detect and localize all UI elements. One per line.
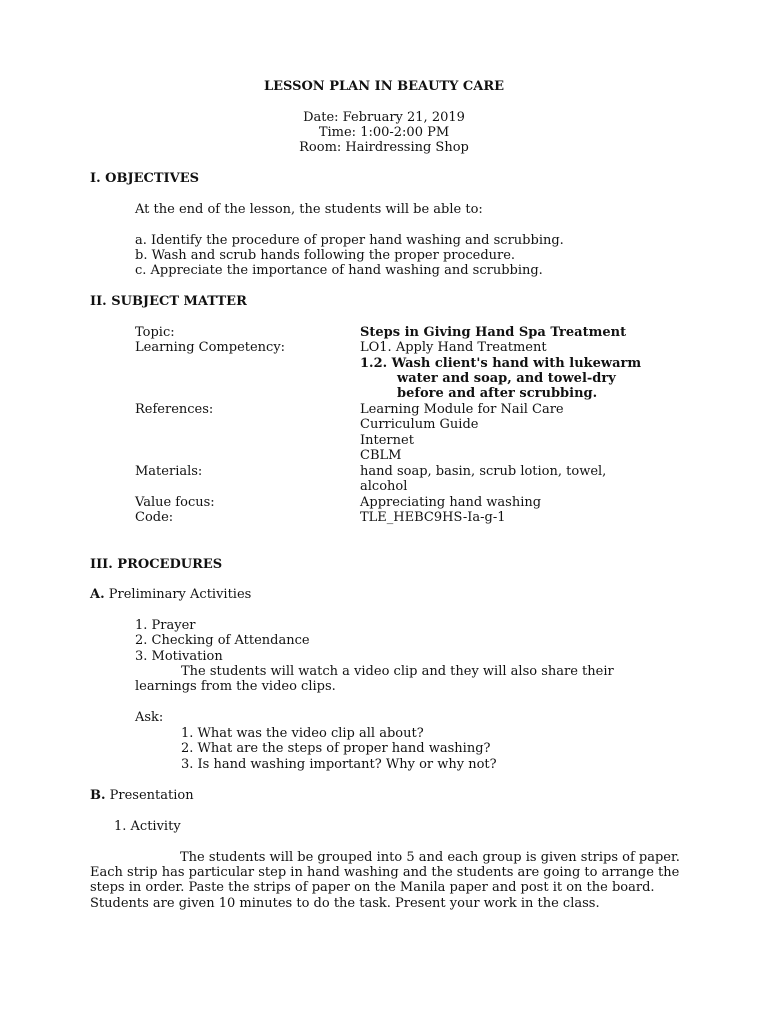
procedures-heading: III. PROCEDURES xyxy=(90,557,223,572)
objective-item: a. Identify the procedure of proper hand washing and scrubbing. xyxy=(135,233,564,248)
code-value: TLE_HEBC9HS-Ia-g-1 xyxy=(360,510,506,525)
objective-item: b. Wash and scrub hands following the proper procedure. xyxy=(135,248,516,263)
activity-text: The students will be grouped into 5 and each group is given strips of paper. Each strip has particular step in hand washing and the students are going to arrange the steps in order. Paste the strips of paper on the Manila paper and post it on the board. Students are given 10 minutes to do the task. Present your work in the class. xyxy=(90,850,680,911)
document-title: LESSON PLAN IN BEAUTY CARE xyxy=(263,79,505,94)
activity-label: 1. Activity xyxy=(114,819,181,834)
section-a-heading xyxy=(90,587,251,603)
value-focus-value: Appreciating hand washing xyxy=(360,495,542,510)
competency-sub-line: 1.2. Wash client's hand with lukewarm xyxy=(360,356,642,371)
lesson-time: Time: 1:00-2:00 PM xyxy=(318,125,450,140)
section-a-letter: A. xyxy=(90,587,105,602)
objectives-intro: At the end of the lesson, the students will be able to: xyxy=(135,202,483,217)
reference-item: CBLM xyxy=(360,448,402,463)
preliminary-item: 1. Prayer xyxy=(135,618,196,633)
topic-label: Topic: xyxy=(135,325,175,340)
materials-line: alcohol xyxy=(360,479,408,494)
reference-item: Curriculum Guide xyxy=(360,417,479,432)
ask-question: 3. Is hand washing important? Why or why not? xyxy=(181,757,497,772)
competency-sub-line: before and after scrubbing. xyxy=(397,386,598,401)
objectives-heading: I. OBJECTIVES xyxy=(90,171,199,186)
competency-value: LO1. Apply Hand Treatment xyxy=(360,340,547,355)
section-b-heading xyxy=(90,788,194,804)
objective-item: c. Appreciate the importance of hand washing and scrubbing. xyxy=(135,263,543,278)
topic-value: Steps in Giving Hand Spa Treatment xyxy=(360,325,627,340)
materials-label: Materials: xyxy=(135,464,203,479)
section-a-title: Preliminary Activities xyxy=(108,587,252,602)
section-b-title: Presentation xyxy=(109,788,194,803)
ask-question: 2. What are the steps of proper hand washing? xyxy=(181,741,491,756)
reference-item: Learning Module for Nail Care xyxy=(360,402,564,417)
competency-sub-line: water and soap, and towel-dry xyxy=(397,371,616,386)
motivation-text-line: The students will watch a video clip and they will also share their xyxy=(181,664,614,679)
references-label: References: xyxy=(135,402,214,417)
ask-question: 1. What was the video clip all about? xyxy=(181,726,424,741)
activity-paragraph xyxy=(90,850,700,911)
reference-item: Internet xyxy=(360,433,414,448)
value-focus-label: Value focus: xyxy=(135,495,215,510)
lesson-room: Room: Hairdressing Shop xyxy=(299,140,469,155)
competency-label: Learning Competency: xyxy=(135,340,286,355)
preliminary-item: 2. Checking of Attendance xyxy=(135,633,310,648)
motivation-text-line: learnings from the video clips. xyxy=(135,679,336,694)
code-label: Code: xyxy=(135,510,174,525)
preliminary-item: 3. Motivation xyxy=(135,649,223,664)
ask-label: Ask: xyxy=(135,710,164,725)
section-b-letter: B. xyxy=(90,788,106,803)
subject-matter-heading: II. SUBJECT MATTER xyxy=(90,294,247,309)
lesson-date: Date: February 21, 2019 xyxy=(303,110,465,125)
materials-line: hand soap, basin, scrub lotion, towel, xyxy=(360,464,607,479)
